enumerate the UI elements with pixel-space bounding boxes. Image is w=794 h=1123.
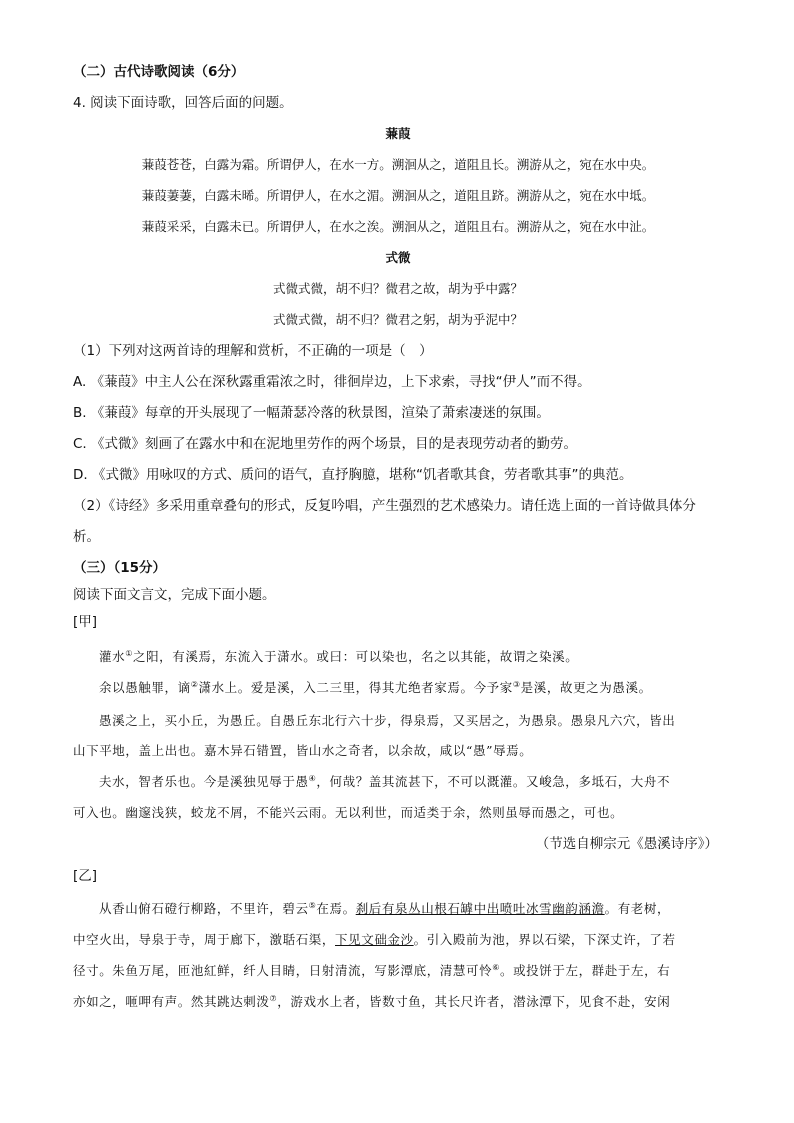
yi-line-1: 从香山俯石磴行柳路，不里许，碧云⑤在焉。刹后有泉丛山根石罅中出喷吐冰雪幽韵涵澹。有老树， xyxy=(99,900,671,916)
question-2-stem: （2）《诗经》多采用重章叠句的形式，反复吟唱，产生强烈的艺术感染力。请任选上面的一首诗做具体分 xyxy=(73,498,696,514)
option-b: B. 《蒹葭》每章的开头展现了一幅萧瑟冷落的秋景图，渲染了萧索凄迷的氛围。 xyxy=(73,405,550,421)
option-c: C. 《式微》刻画了在露水中和在泥地里劳作的两个场景，目的是表现劳动者的勤劳。 xyxy=(73,436,578,452)
poem-2-line: 式微式微，胡不归？微君之躬，胡为乎泥中？ xyxy=(272,312,523,327)
footnote-marker: ⑦ xyxy=(269,993,278,1003)
footnote-marker: ③ xyxy=(512,679,521,689)
jia-paragraph-3: 愚溪之上，买小丘，为愚丘。自愚丘东北行六十步，得泉焉，又买居之，为愚泉。愚泉凡六穴，皆出 xyxy=(99,713,676,728)
option-d: D. 《式微》用咏叹的方式、质问的语气，直抒胸臆，堪称“饥者歌其食，劳者歌其事”的典范。 xyxy=(73,467,633,483)
jia-paragraph-3-cont: 山下平地，盖上出也。嘉木异石错置，皆山水之奇者，以余故，咸以“愚”辱焉。 xyxy=(73,743,533,758)
yi-line-3: 径寸。朱鱼万尾，匝池紅鲜，纤人目睛，日射清流，写影潭底，清慧可怜⑥。或投饼于左，群赴于左，右 xyxy=(73,962,671,978)
yi-line-2: 中空火出，导泉于寺，周于廊下，激聒石渠，下见文础金沙。引入殿前为池，界以石梁，下深丈许，了若 xyxy=(73,932,676,947)
jia-paragraph-2: 余以愚触罪，谪②潇水上。爱是溪，入二三里，得其尤绝者家焉。今予家③是溪，故更之为愚溪。 xyxy=(99,679,652,695)
footnote-marker: ④ xyxy=(308,773,317,783)
footnote-marker: ② xyxy=(190,679,199,689)
jia-paragraph-4: 夫水，智者乐也。今是溪独见辱于愚④，何哉？盖其流甚下，不可以溉灌。又峻急，多坻石，大舟不 xyxy=(99,773,671,789)
option-a: A. 《蒹葭》中主人公在深秋露重霜浓之时，徘徊岸边，上下求索，寻找“伊人”而不得。 xyxy=(73,374,591,390)
section-3-prompt: 阅读下面文言文，完成下面小题。 xyxy=(73,587,276,603)
underlined-phrase: 下见文础金沙 xyxy=(335,932,414,947)
section-2-heading: （二）古代诗歌阅读（6分） xyxy=(73,64,245,80)
poem-2-line: 式微式微，胡不归？微君之故，胡为乎中露？ xyxy=(272,281,523,296)
poem-2-title: 式微 xyxy=(385,250,411,265)
jia-source: （节选自柳宗元《愚溪诗序》） xyxy=(535,836,718,852)
footnote-marker: ⑤ xyxy=(308,900,317,910)
question-1-stem: （1）下列对这两首诗的理解和赏析，不正确的一项是（ ） xyxy=(73,343,433,359)
poem-1-line: 蒹葭萋萋，白露未晞。所谓伊人，在水之湄。溯洄从之，道阻且跻。溯游从之，宛在水中坻。 xyxy=(141,188,655,203)
poem-1-title: 蒹葭 xyxy=(385,126,411,141)
question-4-prompt: 4. 阅读下面诗歌，回答后面的问题。 xyxy=(73,95,293,111)
footnote-marker: ⑥ xyxy=(492,962,500,972)
poem-1-line: 蒹葭苍苍，白露为霜。所谓伊人，在水一方。溯洄从之，道阻且长。溯游从之，宛在水中央。 xyxy=(141,157,655,172)
underlined-phrase: 刹后有泉丛山根石罅中出喷吐冰雪幽韵涵澹 xyxy=(355,901,605,916)
passage-jia-label: [甲] xyxy=(73,614,98,630)
footnote-marker: ① xyxy=(125,648,133,658)
section-3-heading: （三）（15分） xyxy=(73,560,167,576)
jia-paragraph-1: 灌水①之阳，有溪焉，东流入于潇水。或曰：可以染也，名之以其能，故谓之染溪。 xyxy=(99,648,579,664)
yi-line-4: 亦如之，咂呷有声。然其跳达刺泼⑦，游戏水上者，皆数寸鱼，其长尺许者，潜泳潭下，见食不赴，安闲 xyxy=(73,993,671,1009)
jia-paragraph-4-cont: 可入也。幽邃浅狭，蛟龙不屑，不能兴云雨。无以利世，而适类于余，然则虽辱而愚之，可也。 xyxy=(73,805,624,820)
question-2-stem-cont: 析。 xyxy=(73,529,100,545)
poem-1-line: 蒹葭采采，白露未已。所谓伊人，在水之涘。溯洄从之，道阻且右。溯游从之，宛在水中沚。 xyxy=(141,219,655,234)
passage-yi-label: [乙] xyxy=(73,868,98,884)
